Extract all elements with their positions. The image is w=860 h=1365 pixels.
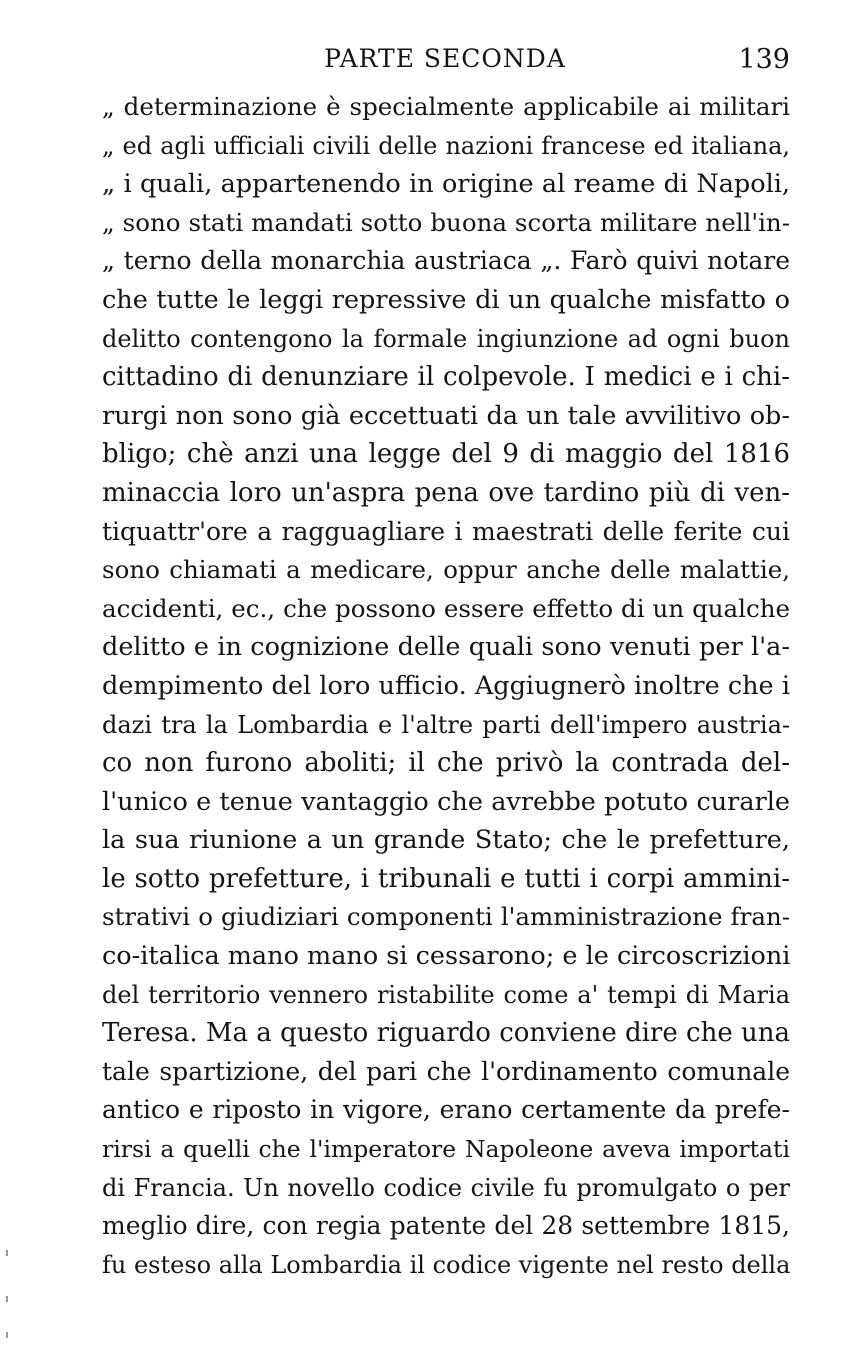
text-line: „ i quali, appartenendo in origine al reame di Napoli,	[102, 169, 790, 200]
scan-mark	[6, 1332, 8, 1338]
scan-edge-marks	[4, 1240, 10, 1350]
text-line: meglio dire, con regia patente del 28 settembre 1815,	[102, 1211, 790, 1241]
text-line: dempimento del loro ufficio. Aggiugnerò inoltre che i	[102, 670, 790, 701]
text-line: tale spartizione, del pari che l'ordinamento comunale	[102, 1056, 790, 1086]
text-line: delitto contengono la formale ingiunzione ad ogni buon	[102, 324, 790, 353]
body-text	[102, 88, 790, 1284]
text-line: Teresa. Ma a questo riguardo conviene dire che una	[102, 1018, 790, 1049]
text-line: che tutte le leggi repressive di un qualche misfatto o	[102, 284, 790, 315]
page-number: 139	[738, 44, 790, 75]
text-line: bligo; chè anzi una legge del 9 di maggio del 1816	[102, 439, 790, 470]
scan-mark	[6, 1296, 8, 1302]
text-line: cittadino di denunziare il colpevole. I medici e i chi-	[102, 362, 790, 393]
text-line: „ ed agli ufficiali civili delle nazioni francese ed italiana,	[102, 131, 790, 160]
running-title: PARTE SECONDA	[324, 44, 566, 73]
text-line: strativi o giudiziari componenti l'amministrazione fran-	[102, 902, 790, 932]
running-head	[100, 44, 790, 84]
text-line: sono chiamati a medicare, oppur anche delle malattie,	[102, 555, 790, 585]
text-line: le sotto prefetture, i tribunali e tutti i corpi ammini-	[102, 863, 790, 894]
text-line: co-italica mano mano si cessarono; e le circoscrizioni	[102, 941, 790, 972]
text-line: rurgi non sono già eccettuati da un tale avvilitivo ob-	[102, 400, 790, 431]
text-line: la sua riunione a un grande Stato; che le prefetture,	[102, 825, 790, 856]
text-line: co non furono aboliti; il che privò la contrada del-	[102, 748, 790, 779]
text-line: dazi tra la Lombardia e l'altre parti dell'impero austria-	[102, 710, 790, 739]
text-line: di Francia. Un novello codice civile fu promulgato o per	[102, 1173, 790, 1202]
text-line: antico e riposto in vigore, erano certamente da prefe-	[102, 1095, 790, 1125]
scan-mark	[6, 1250, 8, 1256]
text-line: l'unico e tenue vantaggio che avrebbe potuto curarle	[102, 786, 790, 817]
text-line: „ sono stati mandati sotto buona scorta militare nell'in-	[102, 207, 790, 237]
text-line: accidenti, ec., che possono essere effetto di un qualche	[102, 593, 790, 623]
text-line: „ determinazione è specialmente applicabile ai militari	[102, 92, 790, 121]
text-line: tiquattr'ore a ragguagliare i maestrati delle ferite cui	[102, 516, 790, 546]
text-line: delitto e in cognizione delle quali sono venuti per l'a-	[102, 632, 790, 663]
text-line: „ terno della monarchia austriaca „. Farò quivi notare	[102, 246, 790, 276]
text-line: fu esteso alla Lombardia il codice vigente nel resto della	[102, 1250, 790, 1279]
text-line: rirsi a quelli che l'imperatore Napoleone aveva importati	[102, 1135, 790, 1164]
text-line: minaccia loro un'aspra pena ove tardino più di ven-	[102, 477, 790, 508]
text-line: del territorio vennero ristabilite come a' tempi di Maria	[102, 980, 790, 1009]
